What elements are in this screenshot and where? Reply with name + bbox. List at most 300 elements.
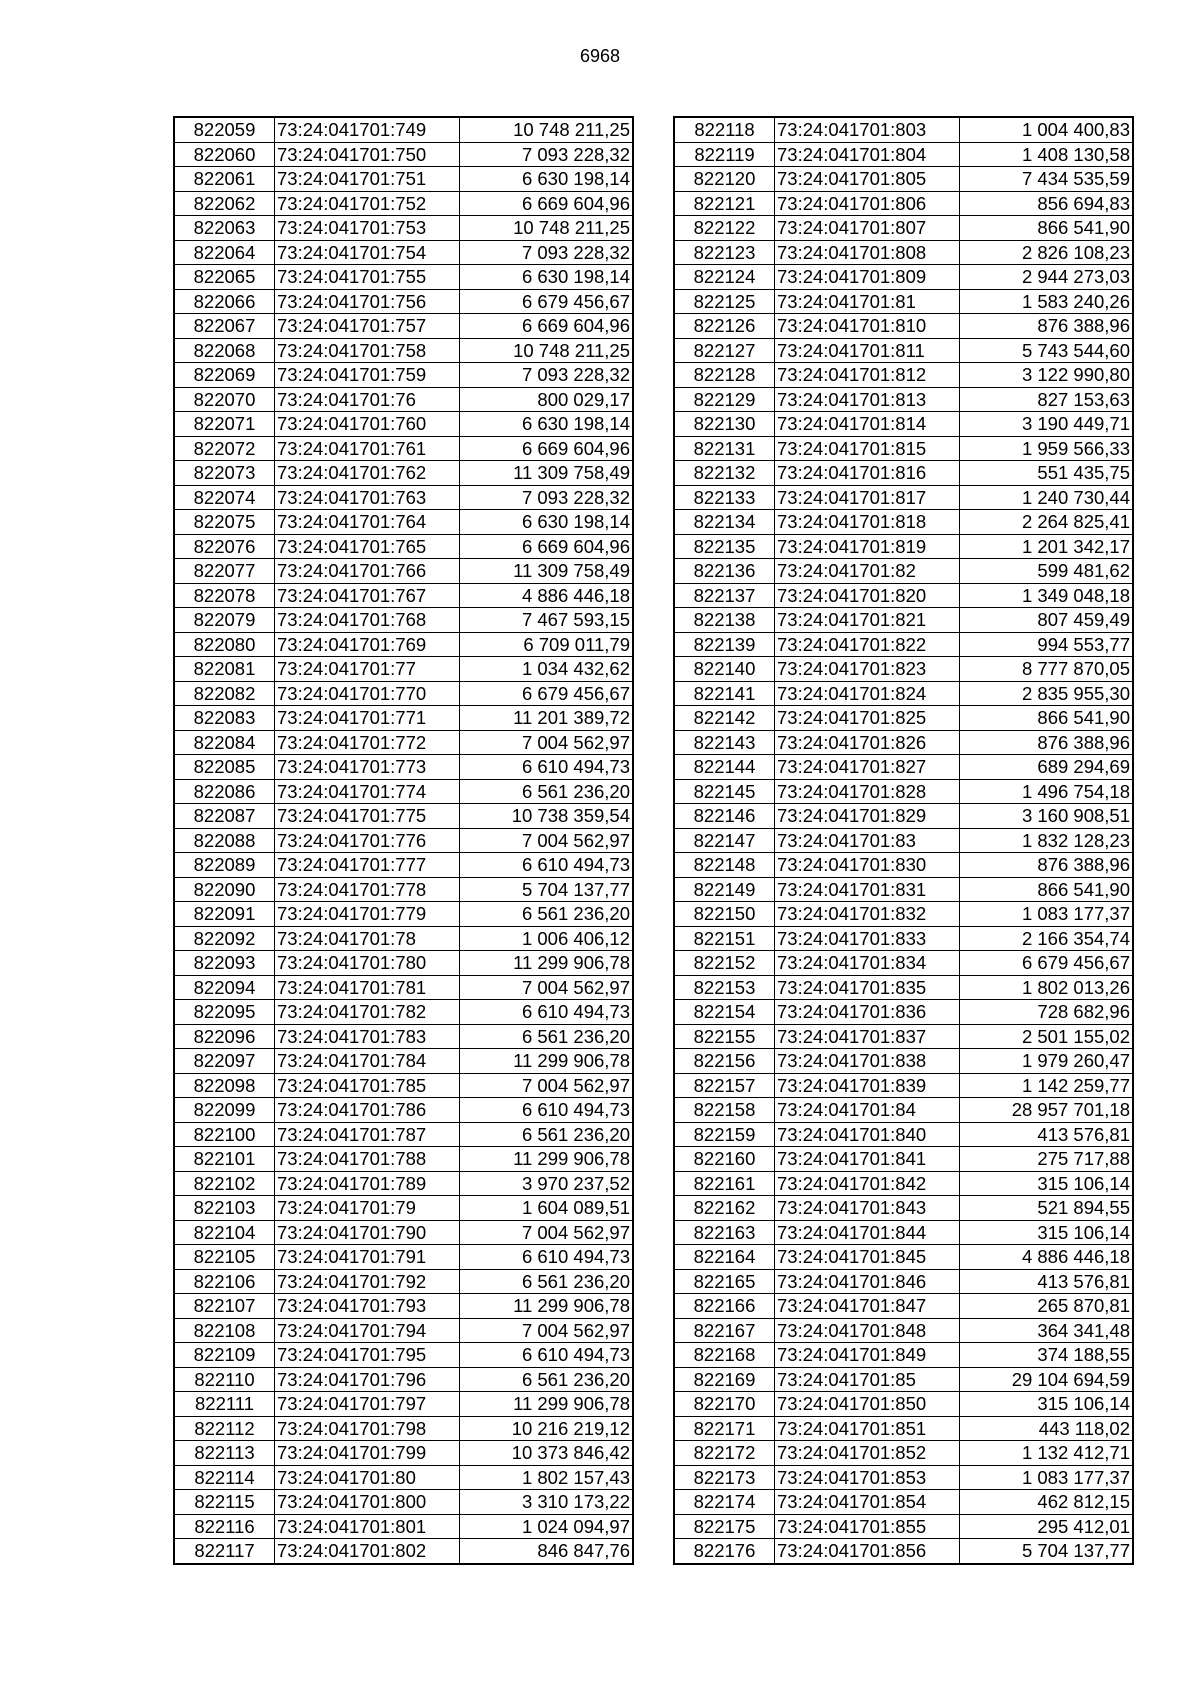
value-cell: 6 630 198,14 — [460, 167, 634, 192]
cadastral-number-cell: 73:24:041701:838 — [775, 1049, 960, 1074]
record-number-cell: 822077 — [174, 559, 275, 584]
table-row — [674, 265, 1133, 290]
table-row — [174, 1294, 633, 1319]
table-row — [674, 1367, 1133, 1392]
table-row — [674, 583, 1133, 608]
record-number-cell: 822175 — [674, 1514, 775, 1539]
value-cell: 3 122 990,80 — [960, 363, 1134, 388]
value-cell: 6 669 604,96 — [460, 436, 634, 461]
value-cell: 1 583 240,26 — [960, 289, 1134, 314]
cadastral-number-cell: 73:24:041701:799 — [275, 1441, 460, 1466]
table-row — [674, 1196, 1133, 1221]
cadastral-number-cell: 73:24:041701:852 — [775, 1441, 960, 1466]
cadastral-number-cell: 73:24:041701:845 — [775, 1245, 960, 1270]
cadastral-number-cell: 73:24:041701:805 — [775, 167, 960, 192]
value-cell: 5 704 137,77 — [460, 877, 634, 902]
table-row — [674, 828, 1133, 853]
table-row — [174, 951, 633, 976]
value-cell: 7 467 593,15 — [460, 608, 634, 633]
cadastral-number-cell: 73:24:041701:835 — [775, 975, 960, 1000]
value-cell: 2 835 955,30 — [960, 681, 1134, 706]
cadastral-number-cell: 73:24:041701:832 — [775, 902, 960, 927]
cadastral-number-cell: 73:24:041701:850 — [775, 1392, 960, 1417]
table-row — [674, 1441, 1133, 1466]
cadastral-number-cell: 73:24:041701:848 — [775, 1318, 960, 1343]
cadastral-number-cell: 73:24:041701:796 — [275, 1367, 460, 1392]
cadastral-number-cell: 73:24:041701:764 — [275, 510, 460, 535]
value-cell: 374 188,55 — [960, 1343, 1134, 1368]
table-row — [674, 853, 1133, 878]
record-number-cell: 822117 — [174, 1539, 275, 1564]
record-number-cell: 822148 — [674, 853, 775, 878]
record-number-cell: 822135 — [674, 534, 775, 559]
cadastral-number-cell: 73:24:041701:783 — [275, 1024, 460, 1049]
cadastral-number-cell: 73:24:041701:815 — [775, 436, 960, 461]
value-cell: 3 190 449,71 — [960, 412, 1134, 437]
record-number-cell: 822099 — [174, 1098, 275, 1123]
value-cell: 6 669 604,96 — [460, 314, 634, 339]
value-cell: 413 576,81 — [960, 1269, 1134, 1294]
record-number-cell: 822167 — [674, 1318, 775, 1343]
record-number-cell: 822088 — [174, 828, 275, 853]
cadastral-number-cell: 73:24:041701:787 — [275, 1122, 460, 1147]
record-number-cell: 822169 — [674, 1367, 775, 1392]
table-row — [174, 117, 633, 142]
table-row — [174, 142, 633, 167]
cadastral-number-cell: 73:24:041701:843 — [775, 1196, 960, 1221]
table-row — [174, 314, 633, 339]
record-number-cell: 822125 — [674, 289, 775, 314]
cadastral-number-cell: 73:24:041701:800 — [275, 1490, 460, 1515]
cadastral-number-cell: 73:24:041701:767 — [275, 583, 460, 608]
cadastral-number-cell: 73:24:041701:766 — [275, 559, 460, 584]
record-number-cell: 822062 — [174, 191, 275, 216]
record-number-cell: 822152 — [674, 951, 775, 976]
record-number-cell: 822163 — [674, 1220, 775, 1245]
value-cell: 6 561 236,20 — [460, 1367, 634, 1392]
cadastral-number-cell: 73:24:041701:810 — [775, 314, 960, 339]
table-row — [174, 1049, 633, 1074]
table-row — [174, 1465, 633, 1490]
value-cell: 521 894,55 — [960, 1196, 1134, 1221]
record-number-cell: 822144 — [674, 755, 775, 780]
value-cell: 6 610 494,73 — [460, 1343, 634, 1368]
record-number-cell: 822138 — [674, 608, 775, 633]
table-row — [674, 657, 1133, 682]
record-number-cell: 822108 — [174, 1318, 275, 1343]
record-number-cell: 822173 — [674, 1465, 775, 1490]
table-row — [174, 1098, 633, 1123]
table-row — [674, 877, 1133, 902]
value-cell: 2 944 273,03 — [960, 265, 1134, 290]
table-row — [674, 1318, 1133, 1343]
cadastral-number-cell: 73:24:041701:831 — [775, 877, 960, 902]
table-row — [174, 1539, 633, 1564]
table-row — [674, 485, 1133, 510]
record-number-cell: 822142 — [674, 706, 775, 731]
table-row — [174, 804, 633, 829]
table-row — [674, 1343, 1133, 1368]
value-cell: 1 349 048,18 — [960, 583, 1134, 608]
record-number-cell: 822103 — [174, 1196, 275, 1221]
record-number-cell: 822111 — [174, 1392, 275, 1417]
cadastral-number-cell: 73:24:041701:793 — [275, 1294, 460, 1319]
table-row — [174, 1245, 633, 1270]
cadastral-number-cell: 73:24:041701:77 — [275, 657, 460, 682]
cadastral-number-cell: 73:24:041701:773 — [275, 755, 460, 780]
table-row — [174, 240, 633, 265]
table-row — [674, 951, 1133, 976]
cadastral-number-cell: 73:24:041701:795 — [275, 1343, 460, 1368]
value-cell: 315 106,14 — [960, 1220, 1134, 1245]
cadastral-number-cell: 73:24:041701:750 — [275, 142, 460, 167]
cadastral-number-cell: 73:24:041701:789 — [275, 1171, 460, 1196]
value-cell: 7 004 562,97 — [460, 1318, 634, 1343]
record-number-cell: 822136 — [674, 559, 775, 584]
record-number-cell: 822161 — [674, 1171, 775, 1196]
table-row — [674, 191, 1133, 216]
table-row — [674, 632, 1133, 657]
record-number-cell: 822137 — [674, 583, 775, 608]
table-row — [174, 510, 633, 535]
value-cell: 6 610 494,73 — [460, 1098, 634, 1123]
cadastral-number-cell: 73:24:041701:785 — [275, 1073, 460, 1098]
record-number-cell: 822118 — [674, 117, 775, 142]
table-row — [674, 926, 1133, 951]
table-row — [174, 485, 633, 510]
table-row — [674, 1294, 1133, 1319]
table-row — [174, 1490, 633, 1515]
cadastral-number-cell: 73:24:041701:794 — [275, 1318, 460, 1343]
value-cell: 1 024 094,97 — [460, 1514, 634, 1539]
record-number-cell: 822139 — [674, 632, 775, 657]
record-number-cell: 822061 — [174, 167, 275, 192]
record-number-cell: 822089 — [174, 853, 275, 878]
value-cell: 315 106,14 — [960, 1171, 1134, 1196]
cadastral-number-cell: 73:24:041701:830 — [775, 853, 960, 878]
cadastral-number-cell: 73:24:041701:855 — [775, 1514, 960, 1539]
cadastral-number-cell: 73:24:041701:803 — [775, 117, 960, 142]
record-number-cell: 822097 — [174, 1049, 275, 1074]
value-cell: 6 561 236,20 — [460, 779, 634, 804]
table-row — [174, 167, 633, 192]
record-number-cell: 822076 — [174, 534, 275, 559]
cadastral-number-cell: 73:24:041701:84 — [775, 1098, 960, 1123]
cadastral-number-cell: 73:24:041701:797 — [275, 1392, 460, 1417]
record-number-cell: 822158 — [674, 1098, 775, 1123]
table-row — [174, 534, 633, 559]
cadastral-number-cell: 73:24:041701:791 — [275, 1245, 460, 1270]
value-cell: 10 373 846,42 — [460, 1441, 634, 1466]
cadastral-number-cell: 73:24:041701:854 — [775, 1490, 960, 1515]
cadastral-number-cell: 73:24:041701:78 — [275, 926, 460, 951]
cadastral-number-cell: 73:24:041701:798 — [275, 1416, 460, 1441]
record-number-cell: 822080 — [174, 632, 275, 657]
record-number-cell: 822107 — [174, 1294, 275, 1319]
table-row — [674, 436, 1133, 461]
cadastral-number-cell: 73:24:041701:765 — [275, 534, 460, 559]
table-row — [174, 975, 633, 1000]
record-number-cell: 822145 — [674, 779, 775, 804]
value-cell: 2 501 155,02 — [960, 1024, 1134, 1049]
table-row — [174, 877, 633, 902]
table-row — [174, 632, 633, 657]
cadastral-number-cell: 73:24:041701:760 — [275, 412, 460, 437]
cadastral-number-cell: 73:24:041701:806 — [775, 191, 960, 216]
record-number-cell: 822166 — [674, 1294, 775, 1319]
table-row — [174, 1073, 633, 1098]
page-number: 6968 — [579, 46, 621, 66]
record-number-cell: 822150 — [674, 902, 775, 927]
table-row — [674, 1073, 1133, 1098]
record-number-cell: 822162 — [674, 1196, 775, 1221]
table-row — [674, 804, 1133, 829]
value-cell: 11 309 758,49 — [460, 559, 634, 584]
cadastral-number-cell: 73:24:041701:775 — [275, 804, 460, 829]
table-row — [674, 510, 1133, 535]
record-number-cell: 822113 — [174, 1441, 275, 1466]
record-number-cell: 822082 — [174, 681, 275, 706]
table-row — [674, 387, 1133, 412]
cadastral-number-cell: 73:24:041701:829 — [775, 804, 960, 829]
cadastral-number-cell: 73:24:041701:752 — [275, 191, 460, 216]
value-cell: 10 738 359,54 — [460, 804, 634, 829]
cadastral-number-cell: 73:24:041701:755 — [275, 265, 460, 290]
value-cell: 866 541,90 — [960, 216, 1134, 241]
value-cell: 6 610 494,73 — [460, 1000, 634, 1025]
value-cell: 994 553,77 — [960, 632, 1134, 657]
value-cell: 6 630 198,14 — [460, 265, 634, 290]
table-row — [674, 1245, 1133, 1270]
record-number-cell: 822174 — [674, 1490, 775, 1515]
value-cell: 5 743 544,60 — [960, 338, 1134, 363]
table-row — [674, 1269, 1133, 1294]
record-number-cell: 822074 — [174, 485, 275, 510]
record-number-cell: 822160 — [674, 1147, 775, 1172]
cadastral-number-cell: 73:24:041701:83 — [775, 828, 960, 853]
table-row — [674, 142, 1133, 167]
value-cell: 6 679 456,67 — [960, 951, 1134, 976]
cadastral-number-cell: 73:24:041701:771 — [275, 706, 460, 731]
cadastral-number-cell: 73:24:041701:802 — [275, 1539, 460, 1564]
record-number-cell: 822114 — [174, 1465, 275, 1490]
record-number-cell: 822067 — [174, 314, 275, 339]
value-cell: 4 886 446,18 — [460, 583, 634, 608]
value-cell: 1 408 130,58 — [960, 142, 1134, 167]
record-number-cell: 822124 — [674, 265, 775, 290]
cadastral-number-cell: 73:24:041701:851 — [775, 1416, 960, 1441]
value-cell: 3 970 237,52 — [460, 1171, 634, 1196]
cadastral-number-cell: 73:24:041701:774 — [275, 779, 460, 804]
value-cell: 10 748 211,25 — [460, 117, 634, 142]
record-number-cell: 822084 — [174, 730, 275, 755]
value-cell: 856 694,83 — [960, 191, 1134, 216]
value-cell: 462 812,15 — [960, 1490, 1134, 1515]
cadastral-number-cell: 73:24:041701:824 — [775, 681, 960, 706]
table-row — [174, 559, 633, 584]
record-number-cell: 822157 — [674, 1073, 775, 1098]
record-number-cell: 822110 — [174, 1367, 275, 1392]
record-number-cell: 822071 — [174, 412, 275, 437]
record-number-cell: 822176 — [674, 1539, 775, 1564]
cadastral-number-cell: 73:24:041701:856 — [775, 1539, 960, 1564]
record-number-cell: 822106 — [174, 1269, 275, 1294]
table-row — [674, 289, 1133, 314]
cadastral-number-cell: 73:24:041701:842 — [775, 1171, 960, 1196]
record-number-cell: 822149 — [674, 877, 775, 902]
table-row — [674, 1220, 1133, 1245]
record-number-cell: 822119 — [674, 142, 775, 167]
table-row — [674, 730, 1133, 755]
cadastral-number-cell: 73:24:041701:81 — [775, 289, 960, 314]
value-cell: 599 481,62 — [960, 559, 1134, 584]
table-row — [674, 706, 1133, 731]
cadastral-number-cell: 73:24:041701:841 — [775, 1147, 960, 1172]
value-cell: 800 029,17 — [460, 387, 634, 412]
value-cell: 11 299 906,78 — [460, 951, 634, 976]
record-number-cell: 822153 — [674, 975, 775, 1000]
cadastral-number-cell: 73:24:041701:811 — [775, 338, 960, 363]
cadastral-number-cell: 73:24:041701:751 — [275, 167, 460, 192]
record-number-cell: 822105 — [174, 1245, 275, 1270]
value-cell: 11 309 758,49 — [460, 461, 634, 486]
value-cell: 6 709 011,79 — [460, 632, 634, 657]
cadastral-number-cell: 73:24:041701:836 — [775, 1000, 960, 1025]
table-row — [174, 1514, 633, 1539]
value-cell: 7 004 562,97 — [460, 1220, 634, 1245]
value-cell: 2 826 108,23 — [960, 240, 1134, 265]
table-row — [174, 779, 633, 804]
value-cell: 1 802 013,26 — [960, 975, 1134, 1000]
value-cell: 7 093 228,32 — [460, 240, 634, 265]
record-number-cell: 822129 — [674, 387, 775, 412]
cadastral-number-cell: 73:24:041701:807 — [775, 216, 960, 241]
value-cell: 6 561 236,20 — [460, 1024, 634, 1049]
value-cell: 551 435,75 — [960, 461, 1134, 486]
record-number-cell: 822092 — [174, 926, 275, 951]
table-row — [174, 363, 633, 388]
table-row — [674, 1490, 1133, 1515]
table-row — [174, 1220, 633, 1245]
cadastral-number-cell: 73:24:041701:828 — [775, 779, 960, 804]
cadastral-number-cell: 73:24:041701:786 — [275, 1098, 460, 1123]
record-number-cell: 822081 — [174, 657, 275, 682]
record-number-cell: 822095 — [174, 1000, 275, 1025]
cadastral-number-cell: 73:24:041701:749 — [275, 117, 460, 142]
table-row — [174, 853, 633, 878]
value-cell: 5 704 137,77 — [960, 1539, 1134, 1564]
table-row — [174, 461, 633, 486]
record-number-cell: 822104 — [174, 1220, 275, 1245]
table-row — [674, 1539, 1133, 1564]
table-row — [674, 167, 1133, 192]
table-row — [174, 730, 633, 755]
record-number-cell: 822141 — [674, 681, 775, 706]
value-cell: 846 847,76 — [460, 1539, 634, 1564]
cadastral-number-cell: 73:24:041701:816 — [775, 461, 960, 486]
value-cell: 1 240 730,44 — [960, 485, 1134, 510]
cadastral-number-cell: 73:24:041701:781 — [275, 975, 460, 1000]
record-number-cell: 822094 — [174, 975, 275, 1000]
table-row — [674, 216, 1133, 241]
value-cell: 275 717,88 — [960, 1147, 1134, 1172]
cadastral-number-cell: 73:24:041701:784 — [275, 1049, 460, 1074]
table-row — [674, 363, 1133, 388]
value-cell: 11 299 906,78 — [460, 1049, 634, 1074]
record-number-cell: 822134 — [674, 510, 775, 535]
cadastral-number-cell: 73:24:041701:821 — [775, 608, 960, 633]
value-cell: 6 679 456,67 — [460, 289, 634, 314]
table-row — [174, 1122, 633, 1147]
record-number-cell: 822096 — [174, 1024, 275, 1049]
value-cell: 265 870,81 — [960, 1294, 1134, 1319]
table-row — [674, 534, 1133, 559]
record-number-cell: 822112 — [174, 1416, 275, 1441]
value-cell: 1 006 406,12 — [460, 926, 634, 951]
table-row — [674, 1147, 1133, 1172]
value-cell: 11 299 906,78 — [460, 1392, 634, 1417]
value-cell: 1 959 566,33 — [960, 436, 1134, 461]
cadastral-number-cell: 73:24:041701:817 — [775, 485, 960, 510]
value-cell: 6 669 604,96 — [460, 191, 634, 216]
value-cell: 1 496 754,18 — [960, 779, 1134, 804]
table-row — [174, 387, 633, 412]
record-number-cell: 822147 — [674, 828, 775, 853]
table-row — [174, 706, 633, 731]
cadastral-number-cell: 73:24:041701:782 — [275, 1000, 460, 1025]
cadastral-number-cell: 73:24:041701:844 — [775, 1220, 960, 1245]
record-number-cell: 822143 — [674, 730, 775, 755]
cadastral-number-cell: 73:24:041701:790 — [275, 1220, 460, 1245]
value-cell: 6 610 494,73 — [460, 853, 634, 878]
cadastral-number-cell: 73:24:041701:758 — [275, 338, 460, 363]
table-row — [174, 1269, 633, 1294]
cadastral-number-cell: 73:24:041701:853 — [775, 1465, 960, 1490]
value-cell: 3 310 173,22 — [460, 1490, 634, 1515]
value-cell: 364 341,48 — [960, 1318, 1134, 1343]
record-number-cell: 822170 — [674, 1392, 775, 1417]
table-row — [174, 1392, 633, 1417]
value-cell: 1 034 432,62 — [460, 657, 634, 682]
value-cell: 6 630 198,14 — [460, 412, 634, 437]
table-row — [674, 1514, 1133, 1539]
value-cell: 1 083 177,37 — [960, 902, 1134, 927]
record-number-cell: 822072 — [174, 436, 275, 461]
cadastral-number-cell: 73:24:041701:79 — [275, 1196, 460, 1221]
table-row — [674, 1098, 1133, 1123]
cadastral-number-cell: 73:24:041701:820 — [775, 583, 960, 608]
table-row — [674, 1049, 1133, 1074]
cadastral-number-cell: 73:24:041701:833 — [775, 926, 960, 951]
record-number-cell: 822159 — [674, 1122, 775, 1147]
value-cell: 1 083 177,37 — [960, 1465, 1134, 1490]
value-cell: 295 412,01 — [960, 1514, 1134, 1539]
table-row — [174, 1147, 633, 1172]
cadastral-number-cell: 73:24:041701:756 — [275, 289, 460, 314]
value-cell: 2 264 825,41 — [960, 510, 1134, 535]
record-number-cell: 822133 — [674, 485, 775, 510]
table-row — [674, 461, 1133, 486]
value-cell: 1 604 089,51 — [460, 1196, 634, 1221]
record-number-cell: 822069 — [174, 363, 275, 388]
value-cell: 6 561 236,20 — [460, 902, 634, 927]
value-cell: 11 299 906,78 — [460, 1294, 634, 1319]
table-row — [174, 1441, 633, 1466]
cadastral-number-cell: 73:24:041701:777 — [275, 853, 460, 878]
record-number-cell: 822109 — [174, 1343, 275, 1368]
value-cell: 6 561 236,20 — [460, 1122, 634, 1147]
cadastral-number-cell: 73:24:041701:80 — [275, 1465, 460, 1490]
